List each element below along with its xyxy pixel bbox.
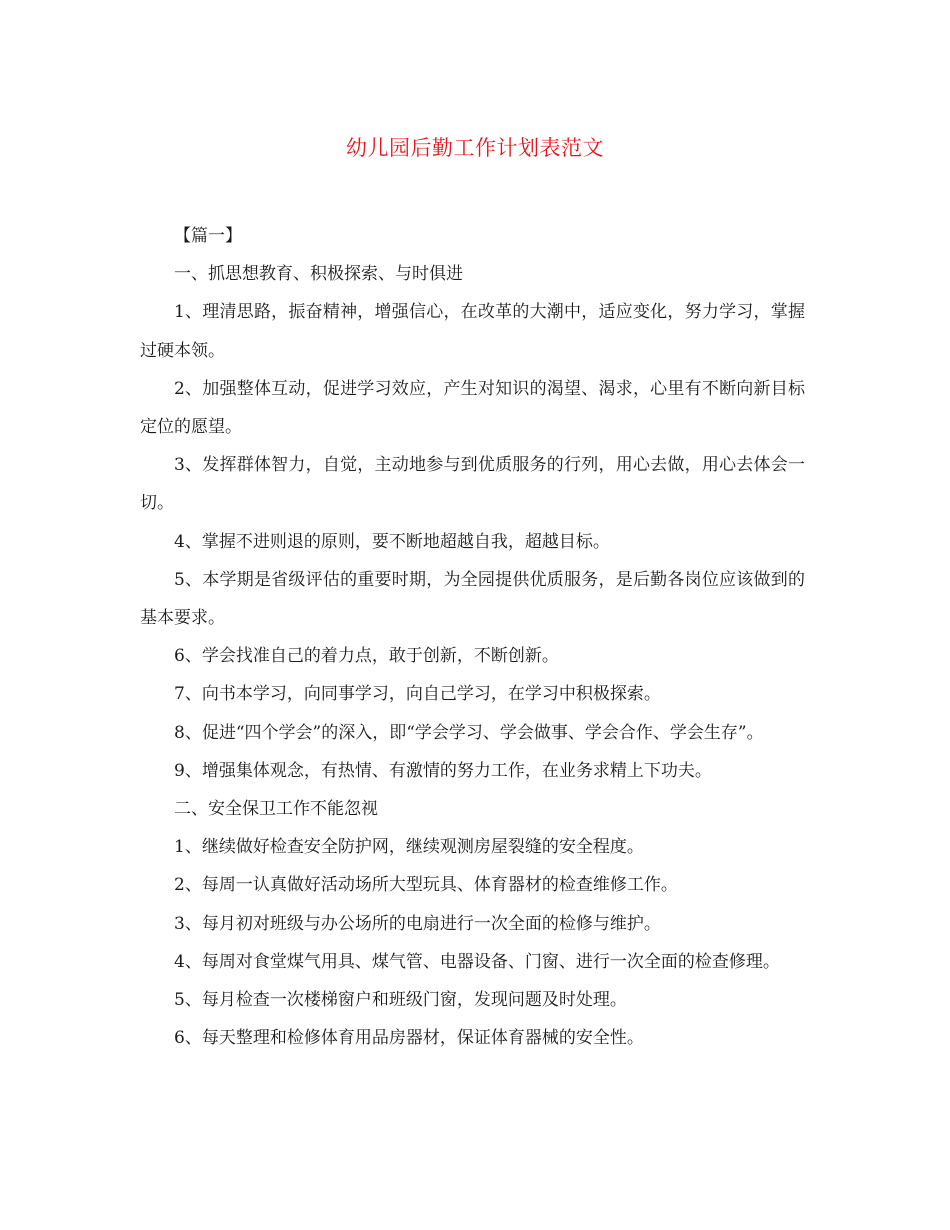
- section-label: 【篇一】: [174, 226, 242, 246]
- section-heading: 二、安全保卫工作不能忽视: [174, 799, 378, 820]
- list-item: 9、增强集体观念，有热情、有激情的努力工作，在业务求精上下功夫。: [174, 760, 712, 781]
- list-item: 2、每周一认真做好活动场所大型玩具、体育器材的检查维修工作。: [174, 875, 678, 896]
- list-item: 6、学会找准自己的着力点，敢于创新，不断创新。: [174, 646, 559, 667]
- list-item: 4、掌握不进则退的原则，要不断地超越自我，超越目标。: [174, 531, 610, 552]
- list-item: 7、向书本学习，向同事学习，向自己学习，在学习中积极探索。: [174, 684, 661, 705]
- section-heading: 一、抓思想教育、积极探索、与时俱进: [174, 264, 463, 285]
- list-item: 2、加强整体互动，促进学习效应，产生对知识的渴望、渴求，心里有不断向新目标定位的愿望。: [140, 378, 805, 438]
- list-item: 1、理清思路，振奋精神，增强信心，在改革的大潮中，适应变化，努力学习，掌握过硬本领。: [140, 302, 805, 361]
- document-title: 幼儿园后勤工作计划表范文: [346, 136, 604, 160]
- list-item: 5、本学期是省级评估的重要时期，为全园提供优质服务，是后勤各岗位应该做到的基本要求。: [140, 569, 805, 629]
- list-item: 8、促进“四个学会”的深入，即“学会学习、学会做事、学会合作、学会生存”。: [174, 722, 764, 743]
- list-item: 1、继续做好检查安全防护网，继续观测房屋裂缝的安全程度。: [174, 837, 644, 858]
- list-item: 5、每月检查一次楼梯窗户和班级门窗，发现问题及时处理。: [174, 990, 627, 1011]
- list-item: 4、每周对食堂煤气用具、煤气管、电器设备、门窗、进行一次全面的检查修理。: [174, 951, 780, 972]
- list-item: 3、每月初对班级与办公场所的电扇进行一次全面的检修与维护。: [174, 913, 661, 934]
- list-item: 3、发挥群体智力，自觉，主动地参与到优质服务的行列，用心去做，用心去体会一切。: [140, 455, 805, 514]
- list-item: 6、每天整理和检修体育用品房器材，保证体育器械的安全性。: [174, 1028, 644, 1049]
- document-body: [140, 217, 805, 1057]
